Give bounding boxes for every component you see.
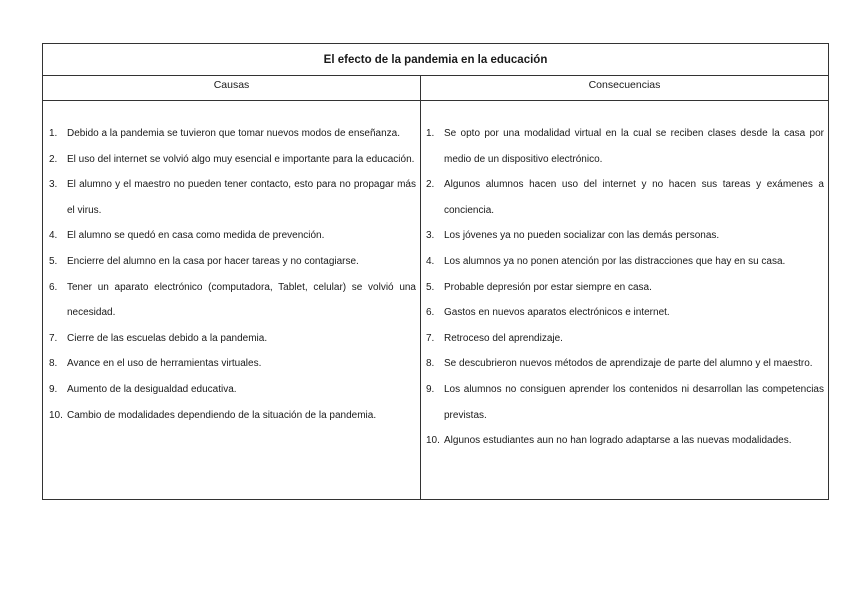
causa-item-number: 6.: [49, 281, 58, 293]
causa-item: [49, 403, 416, 429]
column-header-causas: Causas: [43, 76, 421, 100]
causa-item-text: Tener un aparato electrónico (computadora, Tablet, celular) se volvió una necesidad.: [67, 281, 416, 319]
causa-item-text: Debido a la pandemia se tuvieron que tomar nuevos modos de enseñanza.: [67, 128, 400, 139]
causa-item-text: Avance en el uso de herramientas virtuales.: [67, 358, 262, 370]
consecuencia-item-number: 9.: [426, 383, 435, 395]
causas-column: [43, 101, 421, 499]
causa-item: [49, 121, 416, 147]
causa-item-text: El uso del internet se volvió algo muy esencial e importante para la educación.: [67, 153, 415, 165]
consecuencia-item: [426, 351, 824, 377]
causa-item-text: Encierre del alumno en la casa por hacer tareas y no contagiarse.: [67, 255, 359, 267]
consecuencia-item-text: Los jóvenes ya no pueden socializar con las demás personas.: [444, 230, 720, 242]
consecuencia-item-number: 4.: [426, 255, 435, 267]
causa-item: [49, 326, 416, 352]
consecuencia-item-text: Gastos en nuevos aparatos electrónicos e internet.: [444, 307, 670, 319]
consecuencia-item-text: Probable depresión por estar siempre en casa.: [444, 281, 652, 293]
causa-item: [49, 275, 416, 326]
consecuencia-item-text: Algunos alumnos hacen uso del internet y no hacen sus tareas y exámenes a conciencia.: [444, 179, 824, 216]
causa-item-number: 9.: [49, 383, 58, 395]
consecuencia-item: [426, 223, 824, 249]
table-title: El efecto de la pandemia en la educación: [43, 44, 828, 76]
causa-item-text: Cambio de modalidades dependiendo de la situación de la pandemia.: [67, 409, 377, 421]
consecuencia-item-number: 1.: [426, 128, 435, 139]
causa-item-number: 10.: [49, 409, 63, 421]
consecuencia-item: [426, 121, 824, 172]
consecuencia-item: [426, 300, 824, 326]
consecuencia-item-number: 5.: [426, 281, 435, 293]
causa-item-text: Aumento de la desigualdad educativa.: [67, 383, 237, 395]
consecuencia-item-text: Retroceso del aprendizaje.: [444, 332, 563, 344]
causas-list: [49, 121, 416, 428]
consecuencia-item-text: Se descubrieron nuevos métodos de aprendizaje de parte del alumno y el maestro.: [444, 358, 813, 370]
consecuencia-item-text: Los alumnos no consiguen aprender los contenidos ni desarrollan las competencias previstas.: [444, 383, 824, 421]
causa-item-number: 2.: [49, 153, 58, 165]
causa-item-number: 1.: [49, 128, 58, 139]
causa-item: [49, 377, 416, 403]
causa-item: [49, 223, 416, 249]
causa-item-number: 7.: [49, 332, 58, 344]
causa-item-text: El alumno y el maestro no pueden tener contacto, esto para no propagar más el virus.: [67, 179, 416, 216]
causa-item-number: 5.: [49, 255, 58, 267]
consecuencia-item: [426, 377, 824, 428]
consecuencia-item-number: 8.: [426, 358, 435, 370]
consecuencia-item-text: Los alumnos ya no ponen atención por las distracciones que hay en su casa.: [444, 255, 786, 267]
consecuencia-item-number: 6.: [426, 307, 435, 319]
causa-item-number: 4.: [49, 230, 58, 242]
consecuencia-item-number: 3.: [426, 230, 435, 242]
causa-item-number: 3.: [49, 179, 58, 191]
consecuencia-item-text: Algunos estudiantes aun no han logrado adaptarse a las nuevas modalidades.: [444, 435, 792, 447]
causa-item: [49, 147, 416, 173]
consecuencia-item: [426, 249, 824, 275]
consecuencia-item-text: Se opto por una modalidad virtual en la cual se reciben clases desde la casa por medio de un dispositivo electrónico.: [444, 128, 824, 165]
causa-item-text: Cierre de las escuelas debido a la pandemia.: [67, 332, 268, 344]
column-header-consecuencias: Consecuencias: [588, 79, 661, 91]
consecuencias-list: [426, 121, 824, 454]
causa-item-number: 8.: [49, 358, 58, 370]
header-row: [43, 76, 828, 101]
consecuencia-item: [426, 326, 824, 352]
causa-item-text: El alumno se quedó en casa como medida de prevención.: [67, 230, 325, 242]
consecuencia-item: [426, 428, 824, 454]
body-row: [43, 101, 828, 499]
consecuencia-item-number: 2.: [426, 179, 435, 191]
consecuencia-item-number: 10.: [426, 435, 440, 447]
causa-item: [49, 249, 416, 275]
consecuencia-item: [426, 275, 824, 301]
effects-table: [42, 43, 829, 500]
consecuencias-column: [421, 101, 828, 499]
causa-item: [49, 351, 416, 377]
consecuencia-item: [426, 172, 824, 223]
consecuencia-item-number: 7.: [426, 332, 435, 344]
causa-item: [49, 172, 416, 223]
